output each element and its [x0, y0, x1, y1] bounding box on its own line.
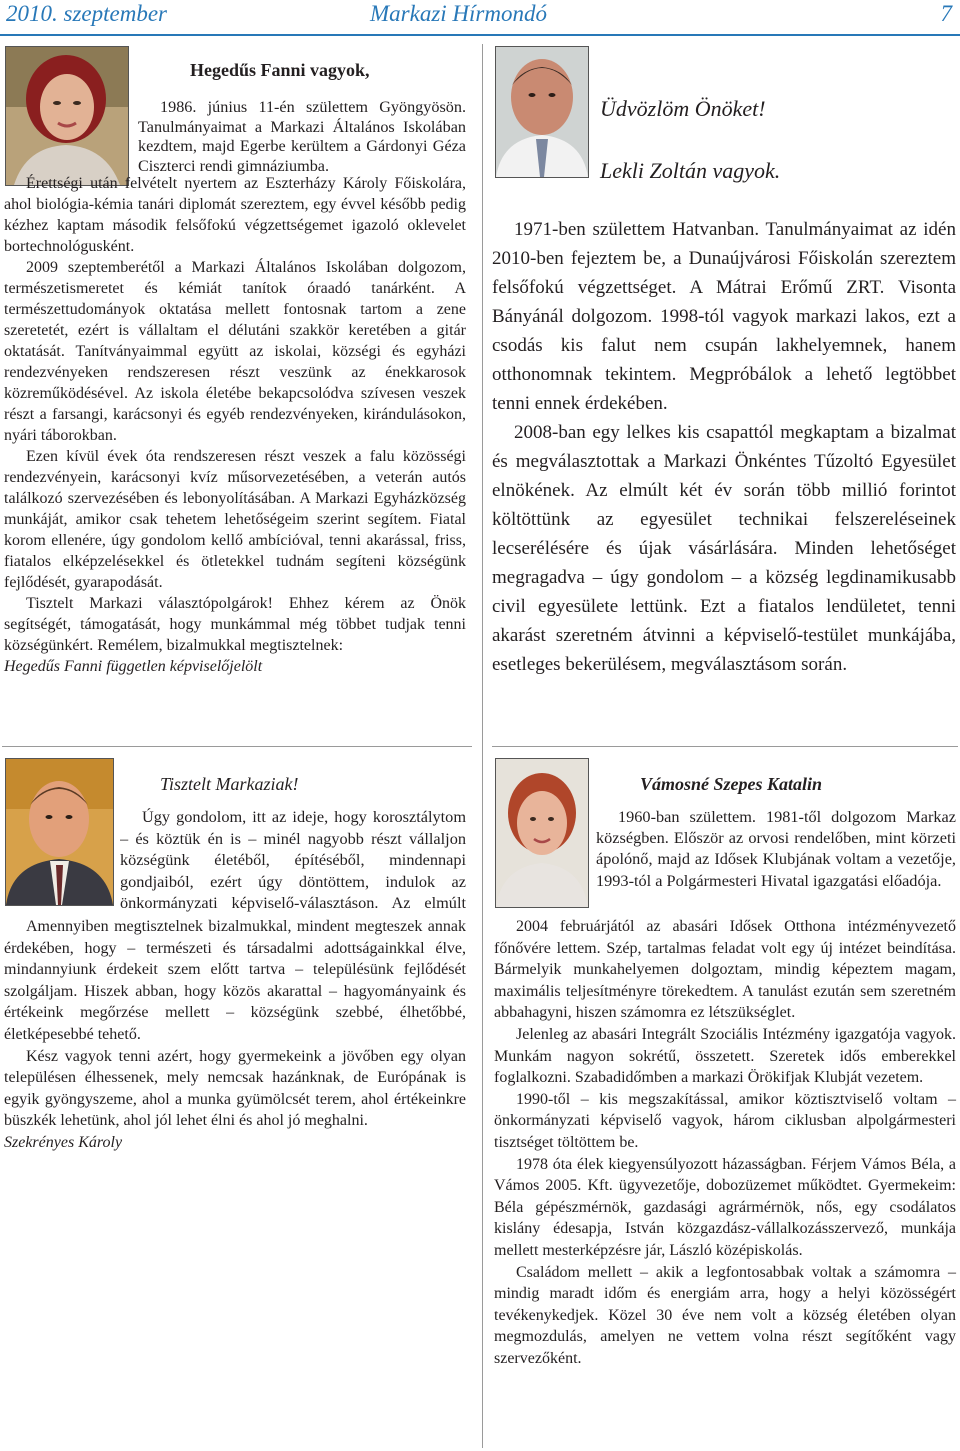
section-divider-right [492, 746, 958, 747]
paragraph: 1960-ban születtem. 1981-től dolgozom Markaz községben. Először az orvosi rendelőben, mint körzeti ápolónő, majd az Idősek Klubjának voltam a vezetője, 1993-tól a Polgármesteri Hivatal igazgatási előadója. [596, 807, 956, 890]
greeting-block [600, 96, 940, 122]
portrait-photo-karoly [5, 758, 114, 906]
article-intro-fanni [138, 98, 466, 176]
paragraph: 2009 szeptemberétől a Markazi Általános Iskolában dolgozom, természetismeretet és kémiát tanítok óraadó tanárként. A természettudományok oktatása mellett fontosnak tartom a zene szeretetét, ezért is vállaltam el délutáni szakkör keretében a gitár oktatását. Tanítványaimmal együtt az iskolai, községi és egyházi rendezvényeken rendszeresen részt veszünk az énekkarosok közreműködésével. Az iskola életébe bekapcsolódva szívesen veszek részt a farsangi, karácsonyi és egyéb rendezvényeken, kirándulásokon, nyári táborokban. [4, 259, 466, 444]
article-title-karoly [160, 774, 420, 795]
paragraph: Családom mellett – akik a legfontosabbak voltak a számomra – mindig maradt időm és energiám arra, hogy a helyi közösségért tevékenykedjek. Közel 30 éve nem volt a község életében olyan megmozdulás, amelyen ne vettem volna részt segítőként vagy szervezőként. [494, 1263, 956, 1367]
paragraph: Jelenleg az abasári Integrált Szociális Intézmény igazgatója vagyok. Munkám nagyon sokrétű, összetett. Szeretek idős emberekkel foglalkozni. Szabadidőmben a markazi Örökifjak Klubját vezetem. [494, 1025, 956, 1087]
portrait-photo-zoltan [495, 46, 589, 178]
issue-date: 2010. szeptember [6, 1, 167, 26]
portrait-photo-fanni [5, 46, 129, 186]
paragraph: 1971-ben születtem Hatvanban. Tanulmányaimat az idén 2010-ben fejeztem be, a Dunaújvárosi Főiskolán szereztem felsőfokú végzettséget. A Mátrai Erőmű ZRT. Visonta Bányánál dolgozom. 1998-tól vagyok markazi lakos, ezt a csodás kis falut nem csupán lakhelyemnek, hanem otthonomnak tekintem. Megpróbálok a lehető legtöbbet tenni ennek érdekében. [492, 219, 956, 414]
paragraph: 2008-ban egy lelkes kis csapattól megkaptam a bizalmat és megválasztottak a Markazi Önkéntes Tűzoltó Egyesület elnökének. Az elmúlt két év során több millió forintot költöttünk az egyesület technikai felszereléseinek lecserélésére és újak vásárlására. Minden lehetőséget megragadva – úgy gondolom – a község legdinamikusabb civil egyesülete lettünk. Ezt a fiatalos lendületet, tenni akarást szeretném átvinni a képviselő-testület munkájába, esetleges bekerülésem, megválasztásom során. [492, 422, 956, 675]
paragraph: Amennyiben megtisztelnek bizalmukkal, mindent megteszek annak érdekében, hogy – természeti és társadalmi adottságainkkal élve, mindannyiunk érdekeit szem előtt tartva – településünk fejlődését szolgáljam. Hiszek abban, hogy közös akarattal – hagyományaink és értékeink megőrzése mellett – községünk szebbé, élhetőbbé, életképesebbé tehető. [4, 918, 466, 1043]
publication-title: Markazi Hírmondó [370, 1, 547, 26]
paragraph: Érettségi után felvételt nyertem az Eszterházy Károly Főiskolára, ahol biológia-kémia tanári diplomát szereztem, egy évvel később pedig kézhez kaptam második felsőfokú végzettségemet igazoló oklevelet bortechnológusként. [4, 175, 466, 255]
article-body-fanni [4, 173, 466, 677]
name-line-block [600, 158, 940, 184]
column-divider [482, 44, 483, 1448]
name-line: Lekli Zoltán vagyok. [600, 158, 781, 183]
section-divider-left [2, 746, 472, 747]
signature: Hegedűs Fanni független képviselőjelölt [4, 658, 263, 675]
greeting: Üdvözlöm Önöket! [600, 96, 766, 121]
paragraph: Tisztelt Markazi választópolgárok! Ehhez kérem az Önök segítségét, támogatását, hogy munkámmal még többet tudjak tenni községünkért. Remélem, bizalmukkal megtisztelnek: [4, 595, 466, 654]
article-heading: Hegedűs Fanni vagyok, [190, 60, 370, 80]
portrait-photo-katalin [495, 758, 589, 908]
article-body-karoly [4, 916, 466, 1154]
article-intro-katalin [596, 806, 956, 891]
paragraph: Ezen kívül évek óta rendszeresen részt veszek a falu közösségi rendezvényein, karácsonyi kvíz műsorvezetésében, a veterán autós találkozó szervezésében és lebonyolításában. A Markazi Egyházközség munkáját, amikor csak tehetem lehetőségeim szerint segítem. Fiatal korom ellenére, úgy gondolom kellő ambícióval, tenni akarással, friss, fiatalos elképzelésekkel és ötletekkel tudnám segíteni községünk fejlődését, gyarapodását. [4, 448, 466, 591]
paragraph: 1986. június 11-én születtem Gyöngyösön. Tanulmányaimat a Markazi Általános Iskolában kezdtem, majd Egerbe kerültem a Gárdonyi Géza Ciszterci rendi gimnáziumba. [138, 98, 466, 175]
article-heading: Vámosné Szepes Katalin [640, 774, 823, 794]
article-title-katalin [640, 774, 910, 795]
article-body-katalin [494, 916, 956, 1369]
paragraph: 2004 februárjától az abasári Idősek Otthona intézményvezető főnővére lettem. Szép, tartalmas feladat volt egy új intézet beindítása. Bármelyik munkahelyemen dolgoztam, mindig képeztem magam, maximális teljesítményre törekedtem. A tanulást ezután sem szeretném abbahagyni, hiszen számomra ez létszükséglet. [494, 918, 956, 1022]
article-heading: Tisztelt Markaziak! [160, 774, 299, 794]
page-number: 7 [940, 1, 952, 26]
article-intro-karoly [120, 806, 466, 916]
paragraph: Úgy gondolom, itt az ideje, hogy korosztálytom – és köztük én is – minél nagyobb részt vállaljon községünk életéből, építéséből, mindennapi gondjaiból, ezért úgy döntöttem, indulok az önkormányzati képviselő-választáson. Az elmúlt [120, 807, 466, 912]
paragraph: Kész vagyok tenni azért, hogy gyermekeink a jövőben egy olyan településen élhessenek, mely nemcsak hazánknak, de Európának is egyik gyöngyszeme, ahol a munka gyümölcsét terem, ahol értékeinkre büszkék lehetünk, ahol jól lehet élni és ahol jó meghalni. [4, 1047, 466, 1130]
page-header [0, 0, 960, 32]
article-title-fanni [190, 60, 390, 81]
header-rule [0, 34, 960, 36]
paragraph: 1990-től – kis megszakítással, amikor köztisztviselő voltam – önkormányzati képviselő vagyok, három ciklusban alpolgármesteri tisztséget töltöttem be. [494, 1090, 956, 1151]
signature: Szekrényes Károly [4, 1133, 123, 1151]
paragraph: 1978 óta élek kiegyensúlyozott házasságban. Férjem Vámos Béla, a Vámos 2005. Kft. ügyvezetője, dobozüzemet működtet. Gyermekeim: Béla gépészmérnök, gazdasági agrármérnök, nős, egy csodálatos kislány édesapja, István közgazdász-vállalkozásszervező, munkája mellett mesterképzésre jár, László középiskolás. [494, 1155, 956, 1259]
article-body-zoltan [492, 215, 956, 679]
